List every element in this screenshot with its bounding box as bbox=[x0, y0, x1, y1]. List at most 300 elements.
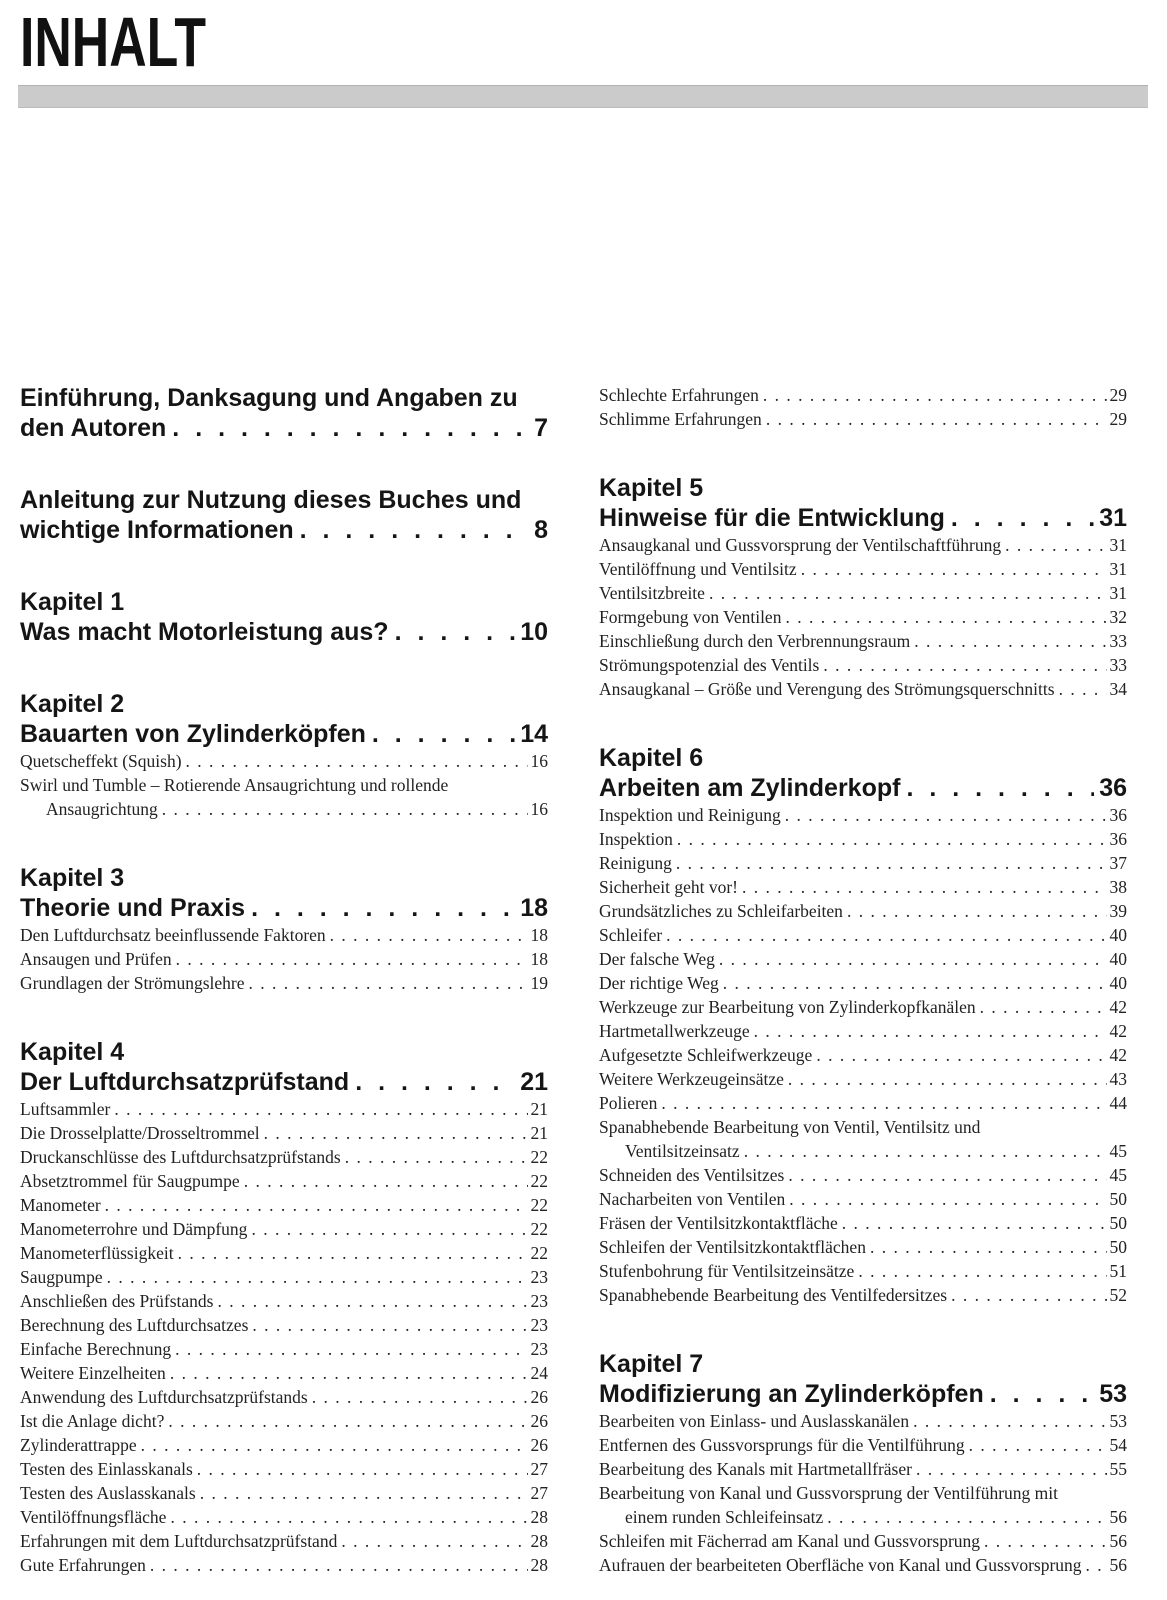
dot-leader bbox=[750, 1019, 1107, 1043]
toc-entry-label: Anschließen des Prüfstands bbox=[20, 1291, 214, 1311]
toc-entry bbox=[599, 1067, 1127, 1091]
dot-leader bbox=[984, 1379, 1094, 1409]
dot-leader bbox=[294, 515, 529, 545]
toc-entry bbox=[599, 1259, 1127, 1283]
toc-entry-label: Manometer bbox=[20, 1195, 101, 1215]
toc-entry bbox=[20, 1457, 548, 1481]
toc-block bbox=[20, 1037, 548, 1577]
toc-entry bbox=[20, 1193, 548, 1217]
chapter-title bbox=[599, 1379, 1127, 1409]
toc-entry bbox=[20, 971, 548, 995]
dot-leader bbox=[910, 629, 1106, 653]
toc-entry-page: 37 bbox=[1109, 853, 1127, 873]
chapter-title-label: Was macht Motorleistung aus? bbox=[20, 618, 389, 646]
chapter-title bbox=[20, 1067, 548, 1097]
toc-entry-page: 33 bbox=[1109, 631, 1127, 651]
toc-block bbox=[20, 863, 548, 995]
toc-columns bbox=[20, 383, 1127, 1577]
toc-entry-page: 21 bbox=[530, 1123, 548, 1143]
toc-block bbox=[20, 587, 548, 647]
dot-leader bbox=[389, 617, 516, 647]
toc-entry-label: Luftsammler bbox=[20, 1099, 111, 1119]
toc-entry-page: 22 bbox=[530, 1195, 548, 1215]
chapter-kicker: Kapitel 1 bbox=[20, 588, 125, 616]
toc-entry bbox=[20, 1481, 548, 1505]
toc-entry bbox=[599, 557, 1127, 581]
dot-leader bbox=[715, 947, 1107, 971]
toc-entry-label: Den Luftdurchsatz beeinflussende Faktoren bbox=[20, 925, 326, 945]
toc-entry-page: 50 bbox=[1109, 1237, 1127, 1257]
dot-leader bbox=[308, 1385, 528, 1409]
chapter-title bbox=[20, 617, 548, 647]
chapter-title-label: Bauarten von Zylinderköpfen bbox=[20, 720, 366, 748]
dot-leader bbox=[912, 1457, 1107, 1481]
toc-entry bbox=[20, 1289, 548, 1313]
chapter-title-page: 53 bbox=[1099, 1380, 1127, 1408]
toc-column-left bbox=[20, 383, 548, 1577]
toc-entry-label: Strömungspotenzial des Ventils bbox=[599, 655, 820, 675]
toc-entry-page: 51 bbox=[1109, 1261, 1127, 1281]
toc-block bbox=[599, 473, 1127, 701]
toc-entry-page: 44 bbox=[1109, 1093, 1127, 1113]
toc-entry-label: Quetscheffekt (Squish) bbox=[20, 751, 182, 771]
toc-entry-label: Absetztrommel für Saugpumpe bbox=[20, 1171, 240, 1191]
toc-entry bbox=[599, 383, 1127, 407]
toc-entry-page: 24 bbox=[530, 1363, 548, 1383]
chapter-title-label: Der Luftdurchsatzprüfstand bbox=[20, 1068, 350, 1096]
toc-entry bbox=[20, 1385, 548, 1409]
toc-entry bbox=[20, 1145, 548, 1169]
toc-entry-label: Inspektion bbox=[599, 829, 673, 849]
toc-entry-label: Reinigung bbox=[599, 853, 672, 873]
toc-entry-label: Ansaugkanal – Größe und Verengung des Strömungsquerschnitts bbox=[599, 679, 1055, 699]
chapter-title-label: den Autoren bbox=[20, 414, 167, 442]
toc-entry-label: Schlechte Erfahrungen bbox=[599, 385, 759, 405]
toc-entry-page: 29 bbox=[1109, 385, 1127, 405]
toc-block bbox=[20, 689, 548, 821]
toc-entry-page: 16 bbox=[530, 751, 548, 771]
toc-entry bbox=[20, 1337, 548, 1361]
chapter-title bbox=[599, 503, 1127, 533]
dot-leader bbox=[909, 1409, 1106, 1433]
dot-leader bbox=[164, 1409, 527, 1433]
toc-entry bbox=[599, 1139, 1127, 1163]
toc-entry bbox=[20, 947, 548, 971]
dot-leader bbox=[213, 1289, 527, 1313]
dot-leader bbox=[337, 1529, 527, 1553]
chapter-kicker: Kapitel 4 bbox=[20, 1038, 125, 1066]
toc-entry-page: 42 bbox=[1109, 1021, 1127, 1041]
toc-entry-page: 23 bbox=[530, 1315, 548, 1335]
toc-entry-page: 31 bbox=[1109, 583, 1127, 603]
toc-entry bbox=[599, 1409, 1127, 1433]
toc-entry-label: Formgebung von Ventilen bbox=[599, 607, 782, 627]
toc-entry-page: 26 bbox=[530, 1387, 548, 1407]
dot-leader bbox=[976, 995, 1107, 1019]
toc-entry-label: Entfernen des Gussvorsprungs für die Ventilführung bbox=[599, 1435, 965, 1455]
toc-entry-label: Grundlagen der Strömungslehre bbox=[20, 973, 245, 993]
toc-entry-page: 45 bbox=[1109, 1165, 1127, 1185]
dot-leader bbox=[172, 947, 528, 971]
toc-entry-label: einem runden Schleifeinsatz bbox=[625, 1507, 824, 1527]
toc-entry-page: 56 bbox=[1109, 1507, 1127, 1527]
toc-entry-page: 40 bbox=[1109, 973, 1127, 993]
toc-entry bbox=[599, 923, 1127, 947]
toc-entry-label: Aufrauen der bearbeiteten Oberfläche von Kanal und Gussvorsprung bbox=[599, 1555, 1082, 1575]
toc-entry-label: Bearbeiten von Einlass- und Auslasskanälen bbox=[599, 1411, 910, 1431]
toc-entry-label: Hartmetallwerkzeuge bbox=[599, 1021, 750, 1041]
toc-entry-page: 39 bbox=[1109, 901, 1127, 921]
toc-entry bbox=[599, 629, 1127, 653]
chapter-kicker: Kapitel 6 bbox=[599, 744, 704, 772]
toc-entry-label: Ansaugkanal und Gussvorsprung der Ventilschaftführung bbox=[599, 535, 1002, 555]
toc-entry bbox=[20, 797, 548, 821]
toc-entry-page: 23 bbox=[530, 1267, 548, 1287]
toc-entry-page: 56 bbox=[1109, 1555, 1127, 1575]
toc-entry-page: 31 bbox=[1109, 535, 1127, 555]
chapter-title-page: 18 bbox=[520, 894, 548, 922]
chapter-title-page: 8 bbox=[534, 516, 548, 544]
toc-entry-page: 50 bbox=[1109, 1213, 1127, 1233]
chapter-title bbox=[20, 515, 548, 545]
toc-entry-label: Ansaugrichtung bbox=[46, 799, 158, 819]
chapter-kicker: Kapitel 2 bbox=[20, 690, 125, 718]
toc-entry bbox=[599, 995, 1127, 1019]
toc-entry-label: Testen des Auslasskanals bbox=[20, 1483, 196, 1503]
chapter-title-page: 14 bbox=[520, 720, 548, 748]
toc-entry-page: 45 bbox=[1109, 1141, 1127, 1161]
toc-entry-page: 22 bbox=[530, 1147, 548, 1167]
dot-leader bbox=[1055, 677, 1107, 701]
toc-entry-page: 28 bbox=[530, 1531, 548, 1551]
toc-entry bbox=[599, 827, 1127, 851]
toc-entry-page: 28 bbox=[530, 1507, 548, 1527]
toc-entry-label: Polieren bbox=[599, 1093, 658, 1113]
chapter-title-label: wichtige Informationen bbox=[20, 516, 294, 544]
chapter-kicker: Kapitel 7 bbox=[599, 1350, 704, 1378]
toc-entry-page: 53 bbox=[1109, 1411, 1127, 1431]
toc-entry-line: Spanabhebende Bearbeitung von Ventil, Ventilsitz und bbox=[599, 1117, 981, 1137]
toc-entry bbox=[599, 1019, 1127, 1043]
toc-entry-label: Testen des Einlasskanals bbox=[20, 1459, 193, 1479]
dot-leader bbox=[166, 1361, 528, 1385]
dot-leader bbox=[980, 1529, 1106, 1553]
toc-entry-label: Anwendung des Luftdurchsatzprüfstands bbox=[20, 1387, 308, 1407]
dot-leader bbox=[819, 653, 1106, 677]
toc-entry bbox=[599, 581, 1127, 605]
toc-entry-page: 22 bbox=[530, 1171, 548, 1191]
dot-leader bbox=[245, 893, 515, 923]
dot-leader bbox=[193, 1457, 528, 1481]
chapter-title-page: 36 bbox=[1099, 774, 1127, 802]
toc-entry-label: Manometerrohre und Dämpfung bbox=[20, 1219, 248, 1239]
chapter-kicker: Kapitel 5 bbox=[599, 474, 704, 502]
dot-leader bbox=[673, 827, 1107, 851]
toc-entry-label: Weitere Werkzeugeinsätze bbox=[599, 1069, 784, 1089]
dot-leader bbox=[965, 1433, 1107, 1457]
toc-entry bbox=[599, 407, 1127, 431]
chapter-title-page: 7 bbox=[534, 414, 548, 442]
toc-column-right bbox=[599, 383, 1127, 1577]
toc-entry bbox=[599, 1043, 1127, 1067]
toc-entry bbox=[599, 851, 1127, 875]
dot-leader bbox=[146, 1553, 528, 1577]
toc-block bbox=[599, 383, 1127, 431]
toc-entry bbox=[20, 1121, 548, 1145]
toc-entry-label: Manometerflüssigkeit bbox=[20, 1243, 174, 1263]
toc-entry-label: Weitere Einzelheiten bbox=[20, 1363, 166, 1383]
dot-leader bbox=[823, 1505, 1106, 1529]
toc-entry-line: Swirl und Tumble – Rotierende Ansaugrichtung und rollende bbox=[20, 775, 449, 795]
chapter-title bbox=[20, 893, 548, 923]
toc-entry-page: 40 bbox=[1109, 949, 1127, 969]
toc-entry-label: Die Drosselplatte/Drosseltrommel bbox=[20, 1123, 260, 1143]
dot-leader bbox=[785, 1187, 1106, 1211]
toc-entry bbox=[20, 1433, 548, 1457]
chapter-title-label: Modifizierung an Zylinderköpfen bbox=[599, 1380, 984, 1408]
toc-entry-label: Ventilöffnungsfläche bbox=[20, 1507, 167, 1527]
toc-entry-page: 16 bbox=[530, 799, 548, 819]
dot-leader bbox=[171, 1337, 527, 1361]
toc-entry bbox=[20, 1529, 548, 1553]
toc-entry-label: Einschließung durch den Verbrennungsraum bbox=[599, 631, 911, 651]
toc-entry-label: Ventilsitzeinsatz bbox=[625, 1141, 740, 1161]
dot-leader bbox=[843, 899, 1107, 923]
toc-entry-label: Ventilsitzbreite bbox=[599, 583, 705, 603]
dot-leader bbox=[784, 1067, 1107, 1091]
dot-leader bbox=[349, 1067, 515, 1097]
dot-leader bbox=[166, 413, 529, 443]
dot-leader bbox=[662, 923, 1106, 947]
toc-entry bbox=[20, 923, 548, 947]
toc-entry bbox=[20, 1217, 548, 1241]
toc-entry-label: Schlimme Erfahrungen bbox=[599, 409, 762, 429]
dot-leader bbox=[866, 1235, 1107, 1259]
toc-entry bbox=[599, 1505, 1127, 1529]
toc-entry-page: 23 bbox=[530, 1339, 548, 1359]
dot-leader bbox=[196, 1481, 528, 1505]
toc-entry bbox=[20, 1265, 548, 1289]
toc-entry-label: Saugpumpe bbox=[20, 1267, 103, 1287]
page-title: INHALT bbox=[20, 3, 207, 81]
toc-entry bbox=[20, 1409, 548, 1433]
toc-entry bbox=[20, 749, 548, 773]
toc-entry bbox=[20, 1553, 548, 1577]
toc-entry bbox=[599, 677, 1127, 701]
dot-leader bbox=[1001, 533, 1106, 557]
toc-entry-label: Schleifen der Ventilsitzkontaktflächen bbox=[599, 1237, 866, 1257]
dot-leader bbox=[854, 1259, 1106, 1283]
dot-leader bbox=[797, 557, 1107, 581]
chapter-title-label: Arbeiten am Zylinderkopf bbox=[599, 774, 901, 802]
toc-entry-page: 33 bbox=[1109, 655, 1127, 675]
toc-entry-label: Fräsen der Ventilsitzkontaktfläche bbox=[599, 1213, 838, 1233]
dot-leader bbox=[245, 971, 528, 995]
chapter-kicker: Kapitel 3 bbox=[20, 864, 125, 892]
title-underline-bar bbox=[18, 85, 1148, 108]
toc-entry bbox=[599, 1457, 1127, 1481]
toc-entry-label: Der richtige Weg bbox=[599, 973, 719, 993]
toc-entry-label: Schleifen mit Fächerrad am Kanal und Gussvorsprung bbox=[599, 1531, 981, 1551]
toc-entry-page: 36 bbox=[1109, 829, 1127, 849]
toc-block bbox=[599, 743, 1127, 1307]
dot-leader bbox=[137, 1433, 528, 1457]
dot-leader bbox=[900, 773, 1094, 803]
toc-entry bbox=[20, 1241, 548, 1265]
toc-entry-page: 23 bbox=[530, 1291, 548, 1311]
toc-entry-label: Ist die Anlage dicht? bbox=[20, 1411, 165, 1431]
dot-leader bbox=[326, 923, 528, 947]
chapter-title bbox=[20, 413, 548, 443]
toc-heading-line: Anleitung zur Nutzung dieses Buches und bbox=[20, 486, 522, 514]
toc-block bbox=[20, 383, 548, 443]
dot-leader bbox=[341, 1145, 528, 1169]
dot-leader bbox=[110, 1097, 527, 1121]
toc-entry-page: 26 bbox=[530, 1435, 548, 1455]
toc-entry-page: 22 bbox=[530, 1243, 548, 1263]
dot-leader bbox=[784, 1163, 1106, 1187]
toc-entry-label: Aufgesetzte Schleifwerkzeuge bbox=[599, 1045, 813, 1065]
toc-entry bbox=[599, 1163, 1127, 1187]
toc-entry-label: Ventilöffnung und Ventilsitz bbox=[599, 559, 797, 579]
toc-entry-page: 27 bbox=[530, 1483, 548, 1503]
toc-entry-label: Grundsätzliches zu Schleifarbeiten bbox=[599, 901, 843, 921]
toc-entry-page: 52 bbox=[1109, 1285, 1127, 1305]
toc-entry bbox=[599, 653, 1127, 677]
toc-entry-label: Berechnung des Luftdurchsatzes bbox=[20, 1315, 249, 1335]
toc-entry bbox=[599, 1187, 1127, 1211]
toc-entry-page: 43 bbox=[1109, 1069, 1127, 1089]
toc-entry-label: Werkzeuge zur Bearbeitung von Zylinderkopfkanälen bbox=[599, 997, 976, 1017]
toc-entry bbox=[20, 1313, 548, 1337]
dot-leader bbox=[947, 1283, 1106, 1307]
toc-entry bbox=[599, 947, 1127, 971]
toc-entry-page: 56 bbox=[1109, 1531, 1127, 1551]
dot-leader bbox=[719, 971, 1107, 995]
toc-entry bbox=[599, 605, 1127, 629]
dot-leader bbox=[838, 1211, 1107, 1235]
toc-entry-page: 55 bbox=[1109, 1459, 1127, 1479]
toc-entry bbox=[20, 1361, 548, 1385]
toc-entry-label: Einfache Berechnung bbox=[20, 1339, 172, 1359]
dot-leader bbox=[103, 1265, 528, 1289]
toc-entry bbox=[599, 1553, 1127, 1577]
chapter-title-label: Hinweise für die Entwicklung bbox=[599, 504, 945, 532]
toc-entry-page: 50 bbox=[1109, 1189, 1127, 1209]
toc-entry-page: 18 bbox=[530, 925, 548, 945]
dot-leader bbox=[781, 803, 1107, 827]
dot-leader bbox=[657, 1091, 1106, 1115]
dot-leader bbox=[158, 797, 528, 821]
toc-block bbox=[20, 485, 548, 545]
dot-leader bbox=[740, 1139, 1107, 1163]
dot-leader bbox=[672, 851, 1107, 875]
toc-entry-page: 38 bbox=[1109, 877, 1127, 897]
toc-entry-label: Nacharbeiten von Ventilen bbox=[599, 1189, 786, 1209]
chapter-title bbox=[599, 773, 1127, 803]
toc-entry bbox=[20, 1505, 548, 1529]
toc-entry bbox=[599, 971, 1127, 995]
toc-entry-page: 27 bbox=[530, 1459, 548, 1479]
toc-entry bbox=[599, 1091, 1127, 1115]
toc-entry-label: Stufenbohrung für Ventilsitzeinsätze bbox=[599, 1261, 855, 1281]
chapter-title-page: 31 bbox=[1099, 504, 1127, 532]
toc-entry-page: 28 bbox=[530, 1555, 548, 1575]
toc-entry-label: Inspektion und Reinigung bbox=[599, 805, 781, 825]
toc-entry-label: Schneiden des Ventilsitzes bbox=[599, 1165, 785, 1185]
dot-leader bbox=[945, 503, 1094, 533]
dot-leader bbox=[240, 1169, 528, 1193]
dot-leader bbox=[248, 1313, 527, 1337]
toc-entry bbox=[599, 875, 1127, 899]
dot-leader bbox=[101, 1193, 528, 1217]
dot-leader bbox=[762, 407, 1107, 431]
toc-entry-label: Druckanschlüsse des Luftdurchsatzprüfstands bbox=[20, 1147, 341, 1167]
dot-leader bbox=[260, 1121, 528, 1145]
toc-entry-label: Schleifer bbox=[599, 925, 663, 945]
toc-entry bbox=[20, 1097, 548, 1121]
toc-entry bbox=[599, 1529, 1127, 1553]
toc-entry bbox=[599, 1283, 1127, 1307]
toc-entry-label: Spanabhebende Bearbeitung des Ventilfedersitzes bbox=[599, 1285, 948, 1305]
toc-entry-label: Der falsche Weg bbox=[599, 949, 715, 969]
toc-entry-page: 18 bbox=[530, 949, 548, 969]
toc-entry bbox=[599, 1433, 1127, 1457]
toc-entry-page: 19 bbox=[530, 973, 548, 993]
dot-leader bbox=[812, 1043, 1106, 1067]
toc-entry-label: Zylinderattrappe bbox=[20, 1435, 137, 1455]
chapter-title-label: Theorie und Praxis bbox=[20, 894, 246, 922]
toc-entry-label: Gute Erfahrungen bbox=[20, 1555, 146, 1575]
toc-entry-line: Bearbeitung von Kanal und Gussvorsprung der Ventilführung mit bbox=[599, 1483, 1058, 1503]
toc-entry-page: 31 bbox=[1109, 559, 1127, 579]
dot-leader bbox=[166, 1505, 527, 1529]
toc-heading-line: Einführung, Danksagung und Angaben zu bbox=[20, 384, 518, 412]
toc-entry-label: Sicherheit geht vor! bbox=[599, 877, 738, 897]
toc-entry-page: 22 bbox=[530, 1219, 548, 1239]
toc-entry-label: Ansaugen und Prüfen bbox=[20, 949, 172, 969]
dot-leader bbox=[247, 1217, 527, 1241]
chapter-title-page: 21 bbox=[520, 1068, 548, 1096]
toc-entry-page: 40 bbox=[1109, 925, 1127, 945]
toc-entry bbox=[599, 1211, 1127, 1235]
toc-entry-page: 29 bbox=[1109, 409, 1127, 429]
dot-leader bbox=[174, 1241, 528, 1265]
toc-entry bbox=[599, 533, 1127, 557]
toc-entry bbox=[599, 899, 1127, 923]
toc-entry-page: 42 bbox=[1109, 1045, 1127, 1065]
dot-leader bbox=[366, 719, 515, 749]
chapter-title-page: 10 bbox=[520, 618, 548, 646]
toc-entry-page: 26 bbox=[530, 1411, 548, 1431]
toc-entry bbox=[599, 1235, 1127, 1259]
chapter-title bbox=[20, 719, 548, 749]
dot-leader bbox=[759, 383, 1107, 407]
dot-leader bbox=[781, 605, 1106, 629]
toc-entry-page: 36 bbox=[1109, 805, 1127, 825]
toc-entry bbox=[20, 1169, 548, 1193]
dot-leader bbox=[1082, 1553, 1107, 1577]
toc-entry-page: 21 bbox=[530, 1099, 548, 1119]
dot-leader bbox=[738, 875, 1107, 899]
toc-entry-label: Bearbeitung des Kanals mit Hartmetallfräser bbox=[599, 1459, 912, 1479]
dot-leader bbox=[705, 581, 1107, 605]
dot-leader bbox=[182, 749, 528, 773]
toc-entry-page: 54 bbox=[1109, 1435, 1127, 1455]
toc-block bbox=[599, 1349, 1127, 1577]
toc-entry-label: Erfahrungen mit dem Luftdurchsatzprüfstand bbox=[20, 1531, 338, 1551]
toc-entry bbox=[599, 803, 1127, 827]
